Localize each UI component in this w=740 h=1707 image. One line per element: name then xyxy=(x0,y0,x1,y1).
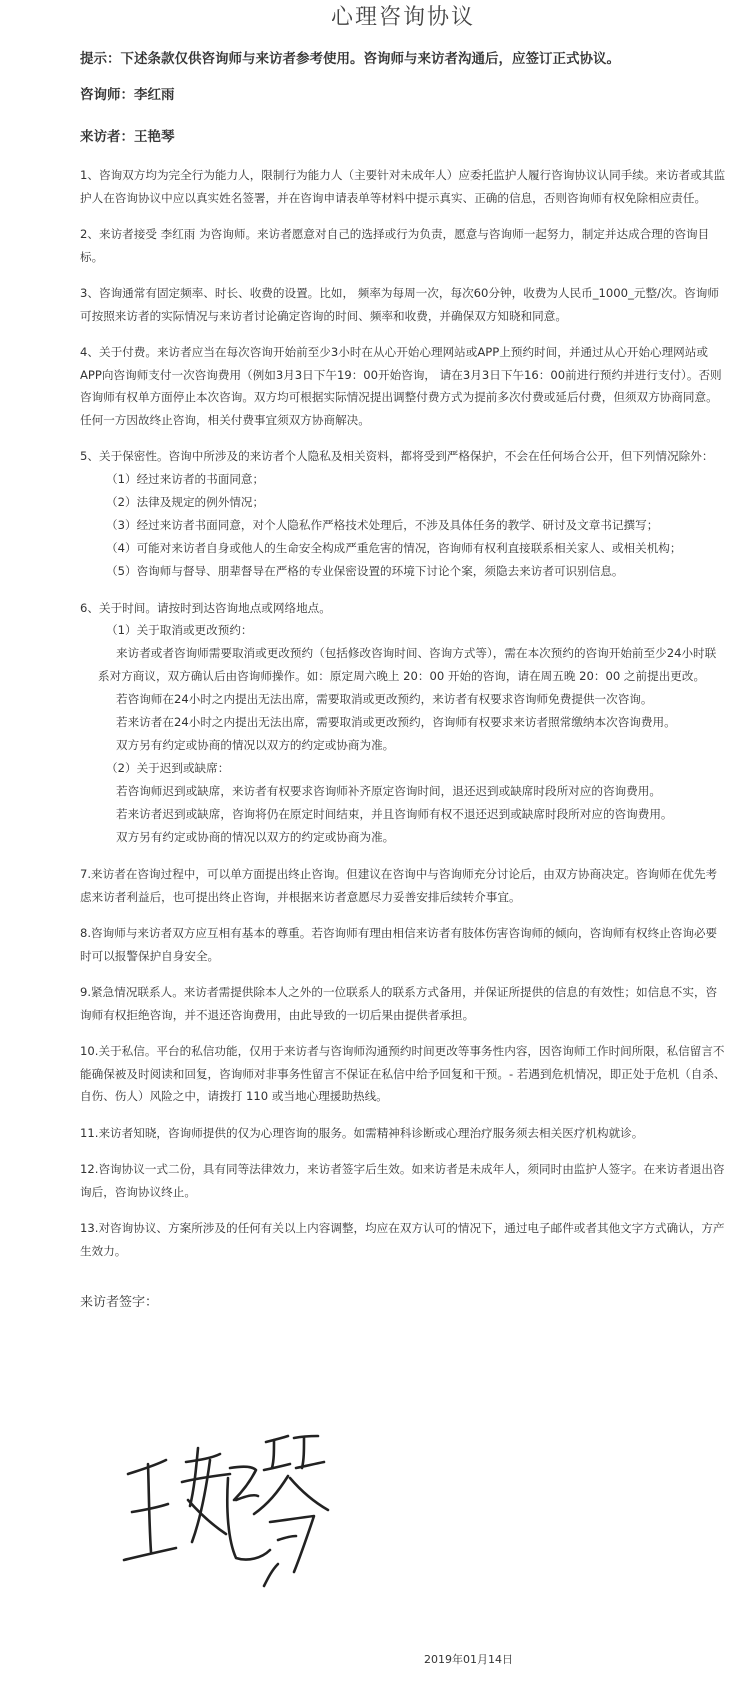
clause-5-item: （1）经过来访者的书面同意； xyxy=(106,471,265,486)
clause-4: 4、关于付费。来访者应当在每次咨询开始前至少3小时在从心开始心理网站或APP上预约时间，并通过从心开始心理网站或APP向咨询师支付一次咨询费用（例如3月3日下午19：00开始咨询， 请在3月3日下午16：00前进行预约并进行支付）。否则咨询师有权单方面停止本次咨询。双方均可根据实际情况提出调整付费方式为提前多次付费或延后付费，但须双方协商同意。任何一方因故终止咨询，相关付费事宜须双方协商解决。 xyxy=(80,345,722,427)
document-title: 心理咨询协议 xyxy=(330,5,475,30)
clause-11: 11.来访者知晓，咨询师提供的仅为心理咨询的服务。如需精神科诊断或心理治疗服务须去相关医疗机构就诊。 xyxy=(80,1125,644,1140)
signature-text: 王艳琴 xyxy=(118,1598,121,1599)
clause-6-2-title: （2）关于迟到或缺席： xyxy=(106,761,230,775)
clause-2: 2、来访者接受 李红雨 为咨询师。来访者愿意对自己的选择或行为负责，愿意与咨询师一起努力，制定并达成合理的咨询目标。 xyxy=(80,227,710,264)
clause-8: 8.咨询师与来访者双方应互相有基本的尊重。若咨询师有理由相信来访者有肢体伤害咨询师的倾向，咨询师有权终止咨询必要时可以报警保护自身安全。 xyxy=(80,926,718,963)
counselor-line: 咨询师：李红雨 xyxy=(80,87,175,103)
clause-1: 1、咨询双方均为完全行为能力人，限制行为能力人（主要针对未成年人）应委托监护人履行咨询协议认同手续。来访者或其监护人在咨询协议中应以真实姓名签署，并在咨询申请表单等材料中提示真实、正确的信息，否则咨询师有权免除相应责任。 xyxy=(80,168,726,205)
clause-5-item: （5）咨询师与督导、朋辈督导在严格的专业保密设置的环境下讨论个案，须隐去来访者可识别信息。 xyxy=(106,563,624,578)
clause-6: 6、关于时间。请按时到达咨询地点或网络地点。 xyxy=(80,600,331,615)
signing-date: 2019年01月14日 xyxy=(424,1653,513,1666)
clause-5: 5、关于保密性。咨询中所涉及的来访者个人隐私及相关资料，都将受到严格保护，不会在任何场合公开，但下列情况除外： xyxy=(80,449,714,463)
handwritten-signature xyxy=(118,1430,338,1600)
clause-12: 12.咨询协议一式二份，具有同等法律效力，来访者签字后生效。如来访者是未成年人，须同时由监护人签字。在来访者退出咨询后，咨询协议终止。 xyxy=(80,1162,725,1199)
clause-9: 9.紧急情况联系人。来访者需提供除本人之外的一位联系人的联系方式备用，并保证所提供的信息的有效性；如信息不实，咨询师有权拒绝咨询，并不退还咨询费用，由此导致的一切后果由提供者承担。 xyxy=(80,985,718,1022)
clause-6-1-a: 来访者或者咨询师需要取消或更改预约（包括修改咨询时间、咨询方式等），需在本次预约的咨询开始前至少24小时联系对方商议，双方确认后由咨询师操作。如：原定周六晚上 20：00 开始的咨询，请在周五晚 20：00 之前提出更改。 xyxy=(98,646,717,683)
clause-5-items xyxy=(80,468,726,583)
clause-5-item: （3）经过来访者书面同意，对个人隐私作严格技术处理后，不涉及具体任务的教学、研讨及文章书记撰写； xyxy=(106,517,659,532)
clause-5-item: （2）法律及规定的例外情况； xyxy=(106,494,265,509)
clause-6-1-d: 双方另有约定或协商的情况以双方的约定或协商为准。 xyxy=(116,738,395,752)
clause-13: 13.对咨询协议、方案所涉及的任何有关以上内容调整，均应在双方认可的情况下，通过电子邮件或者其他文字方式确认，方产生效力。 xyxy=(80,1221,725,1258)
visitor-line: 来访者：王艳琴 xyxy=(80,129,175,145)
signature-label: 来访者签字： xyxy=(80,1295,159,1310)
notice-tip: 提示：下述条款仅供咨询师与来访者参考使用。咨询师与来访者沟通后，应签订正式协议。 xyxy=(80,51,620,67)
clause-6-1-c: 若来访者在24小时之内提出无法出席，需要取消或更改预约，咨询师有权要求来访者照常缴纳本次咨询费用。 xyxy=(116,715,676,729)
clause-10: 10.关于私信。平台的私信功能，仅用于来访者与咨询师沟通预约时间更改等事务性内容，因咨询师工作时间所限，私信留言不能确保被及时阅读和回复，咨询师对非事务性留言不保证在私信中给予回复和干预。- 若遇到危机情况，即正处于危机（自杀、自伤、伤人）风险之中，请拨打 110 或当地心理援助热线。 xyxy=(80,1044,726,1103)
clause-5-item: （4）可能对来访者自身或他人的生命安全构成严重危害的情况，咨询师有权利直接联系相关家人、或相关机构； xyxy=(106,540,682,555)
clause-6-items xyxy=(80,619,726,849)
clause-6-1-b: 若咨询师在24小时之内提出无法出席，需要取消或更改预约，来访者有权要求咨询师免费提供一次咨询。 xyxy=(116,692,653,706)
clause-7: 7.来访者在咨询过程中，可以单方面提出终止咨询。但建议在咨询中与咨询师充分讨论后，由双方协商决定。咨询师在优先考虑来访者利益后，也可提出终止咨询，并根据来访者意愿尽力妥善安排后续转介事宜。 xyxy=(80,867,718,904)
clause-6-2-c: 双方另有约定或协商的情况以双方的约定或协商为准。 xyxy=(116,830,395,844)
clause-3: 3、咨询通常有固定频率、时长、收费的设置。比如， 频率为每周一次，每次60分钟，收费为人民币_1000_元整/次。咨询师可按照来访者的实际情况与来访者讨论确定咨询的时间、频率和收费，并确保双方知晓和同意。 xyxy=(80,286,719,323)
clause-6-2-b: 若来访者迟到或缺席，咨询将仍在原定时间结束，并且咨询师有权不退还迟到或缺席时段所对应的咨询费用。 xyxy=(116,807,673,821)
clause-6-2-a: 若咨询师迟到或缺席，来访者有权要求咨询师补齐原定咨询时间，退还迟到或缺席时段所对应的咨询费用。 xyxy=(116,784,661,798)
clause-6-1-title: （1）关于取消或更改预约： xyxy=(106,623,253,637)
